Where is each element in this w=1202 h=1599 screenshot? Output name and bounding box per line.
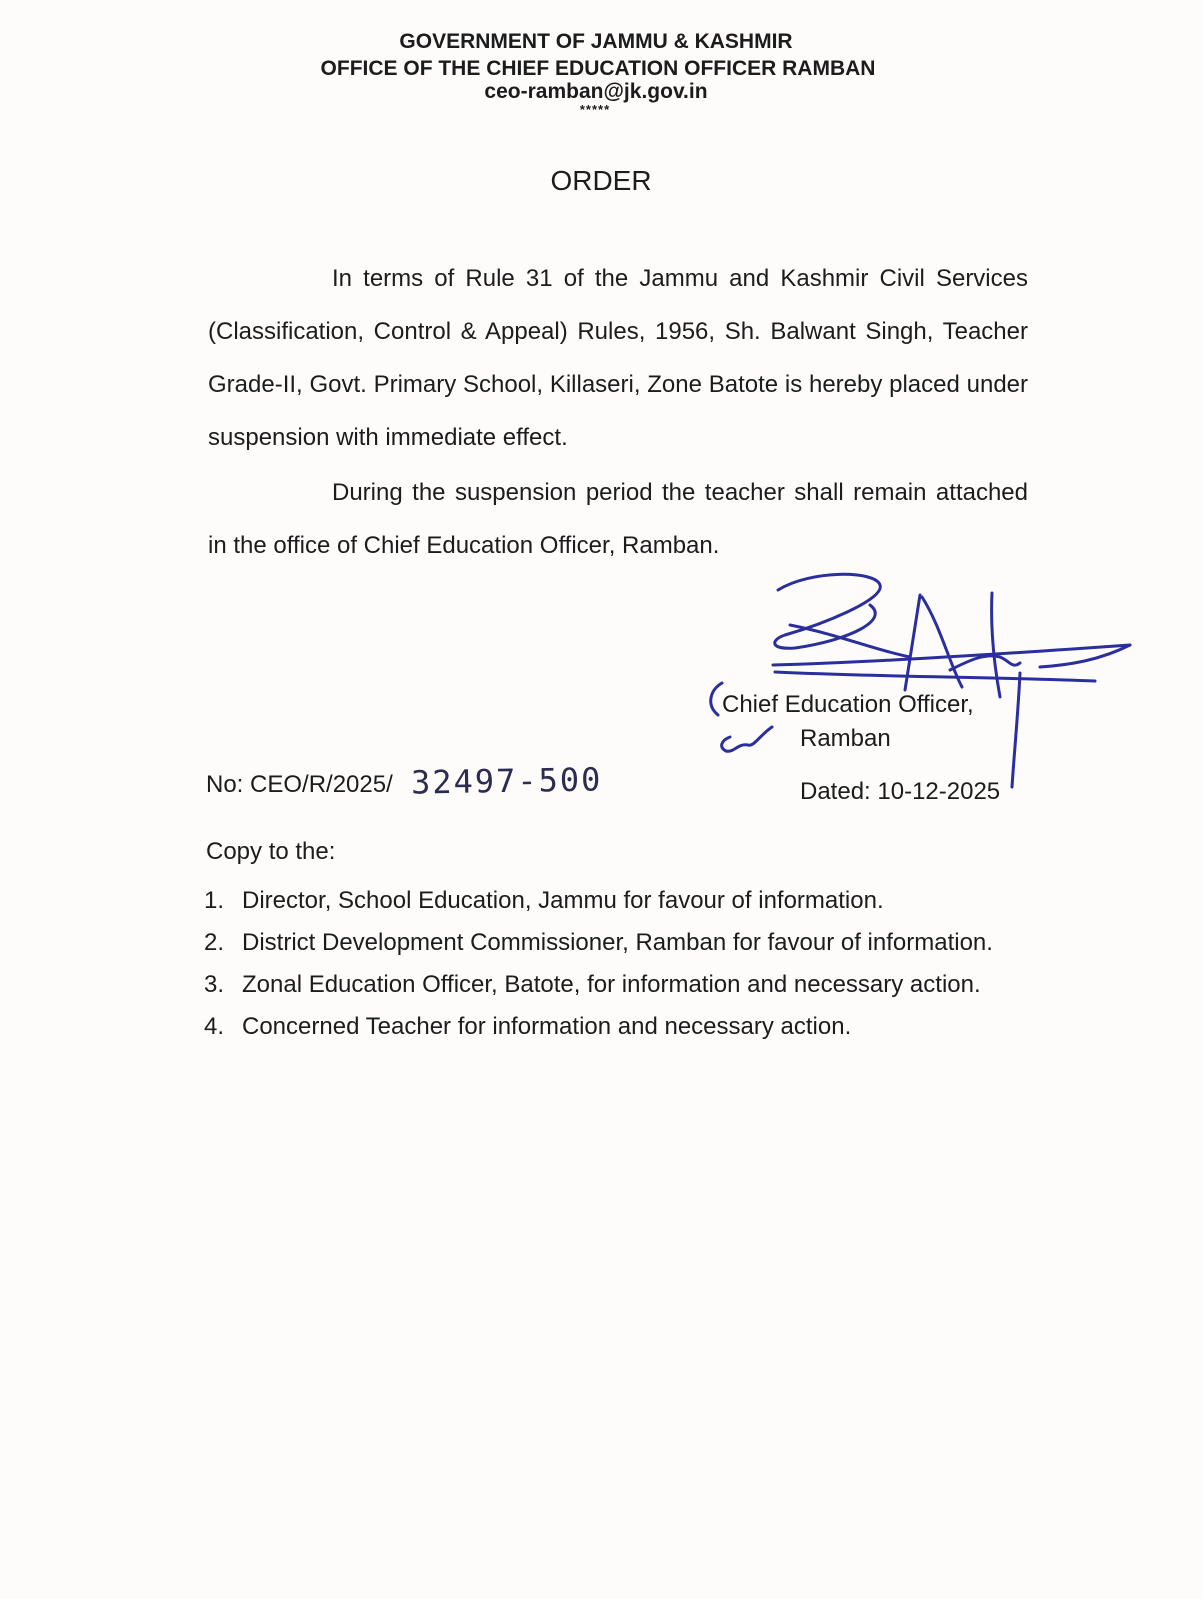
signatory-place: Ramban xyxy=(800,725,891,752)
officer-signature xyxy=(700,565,1140,795)
list-item: 1. Director, School Education, Jammu for favour of information. xyxy=(204,887,884,914)
reference-prefix: No: CEO/R/2025/ xyxy=(206,771,393,798)
reference-number xyxy=(206,762,602,800)
order-paragraph-1: In terms of Rule 31 of the Jammu and Kashmir Civil Services (Classification, Control & Appeal) Rules, 1956, Sh. Balwant Singh, Teacher Grade-II, Govt. Primary School, Killaseri, Zone Batote is hereby placed under suspension with immediate effect. xyxy=(208,265,1028,451)
signatory-designation: Chief Education Officer, xyxy=(722,691,974,718)
list-item: 2. District Development Commissioner, Ramban for favour of information. xyxy=(204,929,993,956)
header-email: ceo-ramban@jk.gov.in xyxy=(484,80,708,103)
header-office: OFFICE OF THE CHIEF EDUCATION OFFICER RAMBAN xyxy=(320,57,876,80)
copy-to-list xyxy=(204,882,1020,1050)
copy-to-heading: Copy to the: xyxy=(206,838,336,865)
list-item: 3. Zonal Education Officer, Batote, for information and necessary action. xyxy=(204,971,981,998)
document-title: ORDER xyxy=(550,165,652,196)
order-paragraph-2: During the suspension period the teacher shall remain attached in the office of Chief Education Officer, Ramban. xyxy=(208,479,1028,559)
order-date: Dated: 10-12-2025 xyxy=(800,778,1001,805)
reference-handwritten-number: 32497-500 xyxy=(410,760,603,802)
signatory-block xyxy=(722,688,974,756)
header-stars: ***** xyxy=(579,102,611,117)
list-item: 4. Concerned Teacher for information and necessary action. xyxy=(204,1013,852,1040)
header-government: GOVERNMENT OF JAMMU & KASHMIR xyxy=(399,30,793,53)
